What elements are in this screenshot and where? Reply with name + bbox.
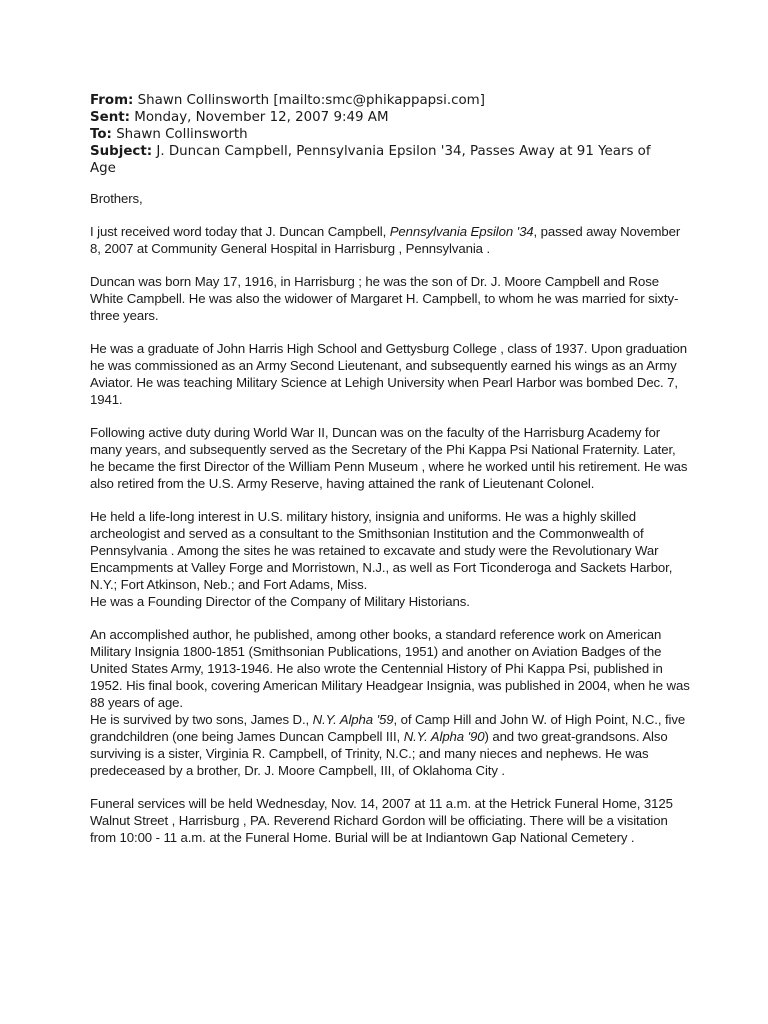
paragraph-8: Funeral services will be held Wednesday, Nov. 14, 2007 at 11 a.m. at the Hetrick Funeral Home, 3125 Walnut Street , Harrisburg , PA. Reverend Richard Gordon will be officiating. There will be a visitation from 10:00 - 11 a.m. at the Funeral Home. Burial will be at Indiantown Gap National Cemetery . bbox=[90, 796, 673, 845]
email-body bbox=[90, 190, 690, 862]
subject-label: Subject: bbox=[90, 144, 153, 159]
to-line bbox=[90, 126, 680, 143]
email-header bbox=[90, 92, 680, 177]
from-label: From: bbox=[90, 93, 134, 108]
to-value: Shawn Collinsworth bbox=[116, 127, 248, 142]
paragraph-3: He was a graduate of John Harris High School and Gettysburg College , class of 1937. Upon graduation he was commissioned as an Army Second Lieutenant, and subsequently earned his wings as an Army Aviator. He was teaching Military Science at Lehigh University when Pearl Harbor was bombed Dec. 7, 1941. bbox=[90, 341, 687, 407]
to-label: To: bbox=[90, 127, 112, 142]
chapter-name: Pennsylvania Epsilon '34 bbox=[389, 224, 534, 239]
paragraph-5-continuation: He was a Founding Director of the Company of Military Historians. bbox=[90, 594, 470, 609]
paragraph-1: I just received word today that J. Duncan Campbell, Pennsylvania Epsilon '34, passed away November 8, 2007 at Community General Hospital in Harrisburg , Pennsylvania . bbox=[90, 224, 681, 256]
subject-line bbox=[90, 143, 680, 177]
sent-label: Sent: bbox=[90, 110, 131, 125]
paragraph-2: Duncan was born May 17, 1916, in Harrisburg ; he was the son of Dr. J. Moore Campbell and Rose White Campbell. He was also the widower of Margaret H. Campbell, to whom he was married for sixty-three years. bbox=[90, 274, 679, 323]
paragraph-4: Following active duty during World War II, Duncan was on the faculty of the Harrisburg Academy for many years, and subsequently served as the Secretary of the Phi Kappa Psi National Fraternity. Later, he became the first Director of the William Penn Museum , where he worked until his retirement. He was also retired from the U.S. Army Reserve, having attained the rank of Lieutenant Colonel. bbox=[90, 425, 688, 491]
from-value: Shawn Collinsworth [mailto:smc@phikappapsi.com] bbox=[137, 93, 485, 108]
paragraph-7: He is survived by two sons, James D., N.Y. Alpha '59, of Camp Hill and John W. of High Point, N.C., five grandchildren (one being James Duncan Campbell III, N.Y. Alpha '90) and two great-grandsons. Also surviving is a sister, Virginia R. Campbell, of Trinity, N.C.; and many nieces and nephews. He was predeceased by a brother, Dr. J. Moore Campbell, III, of Oklahoma City . bbox=[90, 712, 686, 778]
chapter-name-grandson: N.Y. Alpha '90 bbox=[403, 729, 485, 744]
sent-line bbox=[90, 109, 680, 126]
paragraph-5: He held a life-long interest in U.S. military history, insignia and uniforms. He was a highly skilled archeologist and served as a consultant to the Smithsonian Institution and the Commonwealth of Pennsylvania . Among the sites he was retained to excavate and study were the Revolutionary War Encampments at Valley Forge and Morristown, N.J., as well as Fort Ticonderoga and Sackets Harbor, N.Y.; Fort Atkinson, Neb.; and Fort Adams, Miss. bbox=[90, 509, 673, 592]
sent-value: Monday, November 12, 2007 9:49 AM bbox=[134, 110, 389, 125]
from-line bbox=[90, 92, 680, 109]
chapter-name-son: N.Y. Alpha '59 bbox=[312, 712, 394, 727]
paragraph-6: An accomplished author, he published, among other books, a standard reference work on American Military Insignia 1800-1851 (Smithsonian Publications, 1951) and another on Aviation Badges of the United States Army, 1913-1946. He also wrote the Centennial History of Phi Kappa Psi, published in 1952. His final book, covering American Military Headgear Insignia, was published in 2004, when he was 88 years of age. bbox=[90, 627, 690, 710]
greeting: Brothers, bbox=[90, 191, 143, 206]
subject-value: J. Duncan Campbell, Pennsylvania Epsilon '34, Passes Away at 91 Years of Age bbox=[90, 144, 651, 176]
